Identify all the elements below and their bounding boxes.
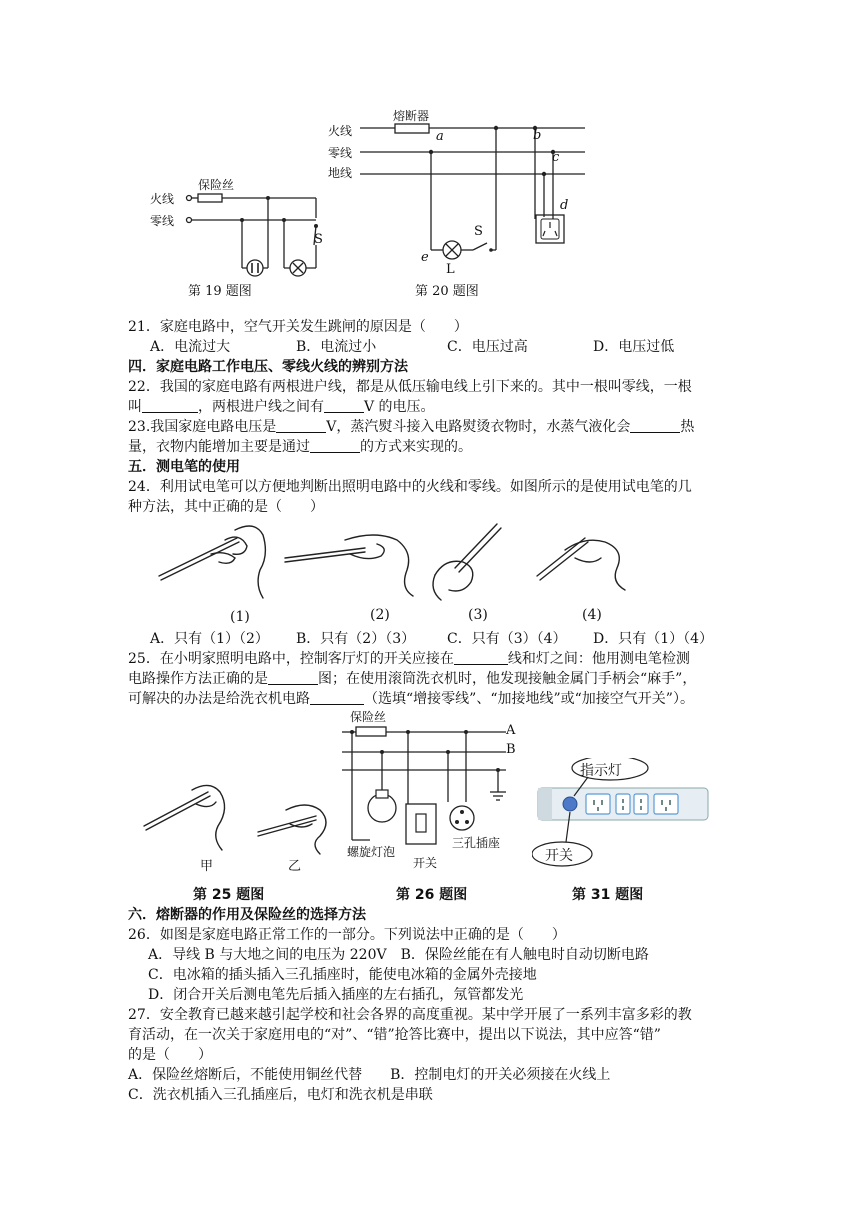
q23-text-a: 23.我国家庭电路电压是 — [128, 419, 277, 435]
q25-text-f: （选填“增接零线”、“加接地线”或“加接空气开关”）。 — [364, 691, 694, 707]
fig20-point-a: a — [436, 129, 444, 144]
q25-text-e: 可解决的办法是给洗衣机电路 — [128, 691, 310, 707]
q23-blank-1[interactable] — [276, 418, 326, 433]
fig26-wire-a: A — [506, 723, 516, 738]
fig25-caption: 第 25 题图 — [193, 887, 265, 903]
q22-blank-2[interactable] — [324, 398, 364, 413]
q24-figure-label-3: (3) — [468, 607, 488, 623]
q23-line1 — [128, 418, 694, 437]
q25-text-b: 线和灯之间：他用测电笔检测 — [507, 651, 690, 667]
fig26-caption: 第 26 题图 — [396, 887, 468, 903]
fig19-fuse-label: 保险丝 — [198, 178, 235, 192]
q22-blank-1[interactable] — [142, 398, 198, 413]
fig31-switch-label: 开关 — [545, 848, 573, 864]
q25-blank-2[interactable] — [268, 670, 318, 685]
q23-line2 — [128, 438, 472, 457]
q26-option-c: C．电冰箱的插头插入三孔插座时，能使电冰箱的金属外壳接地 — [148, 967, 537, 983]
q23-blank-3[interactable] — [310, 438, 360, 453]
q21-option-b: B．电流过小 — [296, 339, 377, 355]
q26-option-ab: A．导线 B 与大地之间的电压为 220V B．保险丝能在有人触电时自动切断电路 — [148, 947, 649, 963]
fig26-bulb-label: 螺旋灯泡 — [347, 845, 396, 859]
q26-option-d: D．闭合开关后测电笔先后插入插座的左右插孔，氖管都发光 — [148, 987, 524, 1003]
q27-option-ab: A．保险丝熔断后，不能使用铜丝代替 B．控制电灯的开关必须接在火线上 — [128, 1067, 611, 1083]
fig19-neutral-label: 零线 — [150, 214, 175, 228]
fig20-point-d: d — [560, 198, 569, 213]
q21-stem: 21．家庭电路中，空气开关发生跳闸的原因是（ ） — [128, 319, 468, 335]
q27-line2: 育活动，在一次关于家庭用电的“对”、“错”抢答比赛中，提出以下说法，其中应答“错” — [128, 1027, 661, 1043]
q24-option-a: A．只有（1）（2） — [150, 631, 269, 647]
q21-option-d: D．电压过低 — [593, 339, 675, 355]
fig20-point-e: e — [421, 250, 429, 265]
fig26-fuse-label: 保险丝 — [350, 710, 387, 724]
q27-line1: 27．安全教育已越来越引起学校和社会各界的高度重视。某中学开展了一系列丰富多彩的教 — [128, 1007, 692, 1023]
figure-24-test-pen-methods — [145, 510, 645, 610]
fig31-caption: 第 31 题图 — [572, 887, 644, 903]
q25-blank-1[interactable] — [454, 650, 508, 665]
q25-text-d: 图；在使用滚筒洗衣机时，他发现接触金属门手柄会“麻手”， — [318, 671, 697, 687]
fig25-label-jia: 甲 — [200, 859, 214, 874]
fig20-caption: 第 20 题图 — [415, 284, 479, 299]
figure-20-circuit — [355, 115, 600, 275]
section-6-heading: 六．熔断器的作用及保险丝的选择方法 — [128, 907, 366, 923]
q25-text-a: 25．在小明家照明电路中，控制客厅灯的开关应接在 — [128, 651, 454, 667]
fig19-live-label: 火线 — [150, 192, 175, 206]
section-5-heading: 五．测电笔的使用 — [128, 459, 240, 475]
q24-option-c: C．只有（3）（4） — [447, 631, 567, 647]
q23-text-b: V，蒸汽熨斗接入电路熨烫衣物时，水蒸气液化会 — [326, 419, 631, 435]
q23-text-d: 量，衣物内能增加主要是通过 — [128, 439, 310, 455]
q24-line2: 种方法，其中正确的是（ ） — [128, 499, 324, 515]
fig26-switch-label: 开关 — [413, 856, 438, 870]
q24-figure-label-4: (4) — [582, 607, 602, 623]
fig31-indicator-label: 指示灯 — [580, 763, 622, 779]
q22-line2 — [128, 398, 435, 417]
q24-line1: 24．利用试电笔可以方便地判断出照明电路中的火线和零线。如图所示的是使用试电笔的几 — [128, 479, 692, 495]
fig20-point-c: c — [552, 150, 560, 165]
fig25-label-yi: 乙 — [288, 859, 302, 874]
figure-19-circuit — [148, 170, 328, 280]
q25-line2 — [128, 670, 696, 689]
q22-line1: 22．我国的家庭电路有两根进户线，都是从低压输电线上引下来的。其中一根叫零线，一根 — [128, 379, 692, 395]
fig20-switch-label: S — [474, 224, 483, 239]
fig20-ground-label: 地线 — [328, 166, 353, 180]
fig20-live-label: 火线 — [328, 124, 353, 138]
q23-text-c: 热 — [680, 419, 695, 435]
q24-option-d: D．只有（1）（4） — [593, 631, 714, 647]
fig26-socket-label: 三孔插座 — [452, 836, 501, 850]
q24-figure-label-2: (2) — [370, 607, 390, 623]
q22-text-c: V 的电压。 — [364, 399, 435, 415]
q23-text-e: 的方式来实现的。 — [360, 439, 472, 455]
q25-line1 — [128, 650, 690, 669]
q25-line3 — [128, 690, 694, 709]
q25-text-c: 电路操作方法正确的是 — [128, 671, 268, 687]
q27-option-c: C．洗衣机插入三孔插座后，电灯和洗衣机是串联 — [128, 1087, 433, 1103]
section-4-heading: 四．家庭电路工作电压、零线火线的辨别方法 — [128, 359, 408, 375]
fig20-point-b: b — [533, 128, 542, 143]
q23-blank-2[interactable] — [630, 418, 680, 433]
figure-25-test-pen — [140, 770, 340, 860]
q24-figure-label-1: (1) — [230, 609, 250, 625]
q25-blank-3[interactable] — [310, 690, 364, 705]
fig20-lamp-label: L — [446, 262, 455, 277]
q22-text-a: 叫 — [128, 399, 142, 415]
q24-option-b: B．只有（2）（3） — [296, 631, 416, 647]
fig19-switch-label: S — [314, 232, 323, 247]
q27-line3: 的是（ ） — [128, 1047, 212, 1063]
q21-option-c: C．电压过高 — [447, 339, 528, 355]
fig20-neutral-label: 零线 — [328, 146, 353, 160]
q22-text-b: ，两根进户线之间有 — [198, 399, 324, 415]
q26-stem: 26．如图是家庭电路正常工作的一部分。下列说法中正确的是（ ） — [128, 927, 566, 943]
q21-option-a: A．电流过大 — [150, 339, 231, 355]
fig20-breaker-label: 熔断器 — [393, 109, 430, 123]
fig26-wire-b: B — [506, 742, 516, 757]
fig19-caption: 第 19 题图 — [188, 284, 252, 299]
